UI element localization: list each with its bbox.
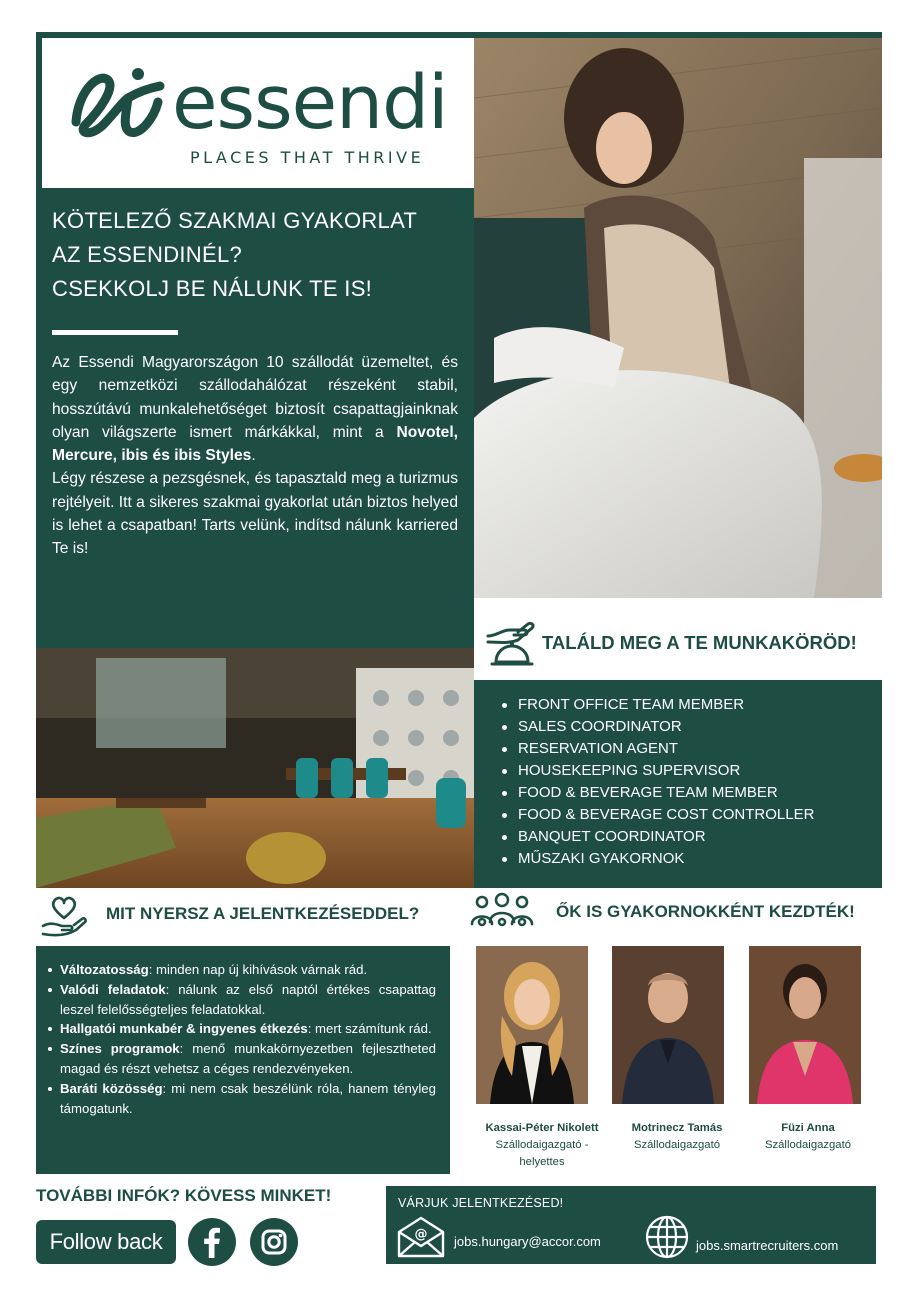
email-envelope-icon xyxy=(396,1216,446,1258)
svg-text:@: @ xyxy=(414,1227,428,1242)
intro-paragraph-1 xyxy=(52,351,458,467)
alumni-heading xyxy=(466,890,906,940)
lobby-photo xyxy=(36,648,474,888)
intro-brands: Novotel, Mercure, ibis és ibis Styles xyxy=(52,423,458,465)
person-name: Füzi Anna xyxy=(781,1122,835,1134)
brand-name: essendi xyxy=(172,60,448,146)
instagram-icon[interactable] xyxy=(250,1218,298,1266)
roles-title: TALÁLD MEG A TE MUNKAKÖRÖD! xyxy=(542,632,857,653)
portrait-photo-3 xyxy=(749,946,861,1104)
benefits-title: MIT NYERSZ A JELENTKEZÉSEDDEL? xyxy=(106,904,420,923)
benefit-text: : menő munkakörnyezetben fejlesztheted magad és részt vehetsz a céges rendezvényeken. xyxy=(60,1041,437,1076)
intro-paragraph-2: Légy részese a pezsgésnek, és tapasztald meg a turizmus rejtélyeit. Itt a sikeres szakmai gyakorlat után biztos helyed is lehet a csapatban! Tarts velünk, indítsd nálunk karriered Te is! xyxy=(52,470,458,558)
role-item: MŰSZAKI GYAKORNOK xyxy=(500,848,882,870)
benefit-text: : nálunk az első naptól értékes csapattag leszel felelősségteljes feladatokkal. xyxy=(60,981,436,1017)
benefit-label: Színes programok xyxy=(60,1041,180,1057)
intro-p1-text: Az Essendi Magyarországon 10 szállodát üzemeltet, és egy nemzetközi szállodahálózat részeként stabil, hosszútávú munkalehetőséget biztosít csapattagjainknak olyan világszerte ismert márkákkal, mint a xyxy=(52,354,458,441)
benefit-label: Változatosság xyxy=(60,962,149,977)
logo-panel xyxy=(36,32,474,188)
people-group-icon xyxy=(470,892,534,936)
role-item: FOOD & BEVERAGE COST CONTROLLER xyxy=(500,804,882,826)
role-item: BANQUET COORDINATOR xyxy=(500,826,882,848)
intro-p1-end: . xyxy=(251,447,256,465)
follow-back-button[interactable]: Follow back xyxy=(36,1220,176,1264)
intro-title xyxy=(52,204,458,306)
role-item: HOUSEKEEPING SUPERVISOR xyxy=(500,760,882,782)
person-role: Szállodaigazgató - helyettes xyxy=(495,1139,589,1168)
alumni-person-3 xyxy=(733,1120,883,1154)
benefit-item xyxy=(46,980,436,1020)
person-role: Szállodaigazgató xyxy=(633,1139,721,1151)
role-item: FOOD & BEVERAGE TEAM MEMBER xyxy=(500,782,882,804)
benefit-text: : minden nap új kihívások várnak rád. xyxy=(148,962,368,977)
benefit-item xyxy=(46,1039,436,1079)
alumni-person-2 xyxy=(602,1120,752,1154)
hero-photo-housekeeper xyxy=(474,32,882,598)
globe-icon xyxy=(644,1214,690,1260)
alumni-person-1 xyxy=(467,1120,617,1171)
role-item: FRONT OFFICE TEAM MEMBER xyxy=(500,694,882,716)
contact-panel xyxy=(386,1186,876,1264)
roles-panel xyxy=(474,680,882,888)
brand-tagline: PLACES THAT THRIVE xyxy=(190,148,425,167)
hand-cloche-icon xyxy=(484,614,538,668)
contact-title: VÁRJUK JELENTKEZÉSED! xyxy=(398,1196,564,1210)
benefit-label: Baráti közösség xyxy=(60,1080,163,1096)
role-item: RESERVATION AGENT xyxy=(500,738,882,760)
intro-panel xyxy=(36,188,474,648)
intro-title-line-2: AZ ESSENDINÉL? xyxy=(52,242,243,267)
contact-email-link[interactable]: jobs.hungary@accor.com xyxy=(454,1234,601,1249)
role-item: SALES COORDINATOR xyxy=(500,716,882,738)
essendi-logo-mark-icon xyxy=(68,62,168,144)
follow-title: TOVÁBBI INFÓK? KÖVESS MINKET! xyxy=(36,1186,332,1205)
benefit-item xyxy=(46,1079,436,1119)
roles-heading xyxy=(480,612,890,672)
benefit-text: : mi nem csak beszélünk róla, hanem tényleg támogatunk. xyxy=(60,1080,436,1116)
intro-title-line-1: KÖTELEZŐ SZAKMAI GYAKORLAT xyxy=(52,208,418,233)
portrait-photo-2 xyxy=(612,946,724,1104)
benefit-label: Valódi feladatok xyxy=(60,981,166,997)
benefit-item xyxy=(46,1019,436,1039)
person-name: Kassai-Péter Nikolett xyxy=(485,1122,599,1134)
person-role: Szállodaigazgató xyxy=(764,1139,852,1151)
portrait-photo-1 xyxy=(476,946,588,1104)
benefit-text: : mert számítunk rád. xyxy=(307,1021,432,1037)
contact-web-link[interactable]: jobs.smartrecruiters.com xyxy=(696,1238,839,1253)
benefits-heading xyxy=(36,888,474,946)
roles-list xyxy=(500,694,882,870)
hand-heart-icon xyxy=(40,892,88,940)
alumni-title: ŐK IS GYAKORNOKKÉNT KEZDTÉK! xyxy=(556,902,855,921)
intro-title-line-3: CSEKKOLJ BE NÁLUNK TE IS! xyxy=(52,276,373,301)
benefit-label: Hallgatói munkabér & ingyenes étkezés xyxy=(60,1021,308,1037)
facebook-icon[interactable] xyxy=(188,1218,236,1266)
benefits-panel xyxy=(36,946,450,1174)
person-name: Motrinecz Tamás xyxy=(631,1122,723,1134)
intro-body xyxy=(52,351,458,561)
intro-divider xyxy=(52,330,178,335)
benefit-item xyxy=(46,960,436,980)
benefits-list xyxy=(46,960,436,1118)
